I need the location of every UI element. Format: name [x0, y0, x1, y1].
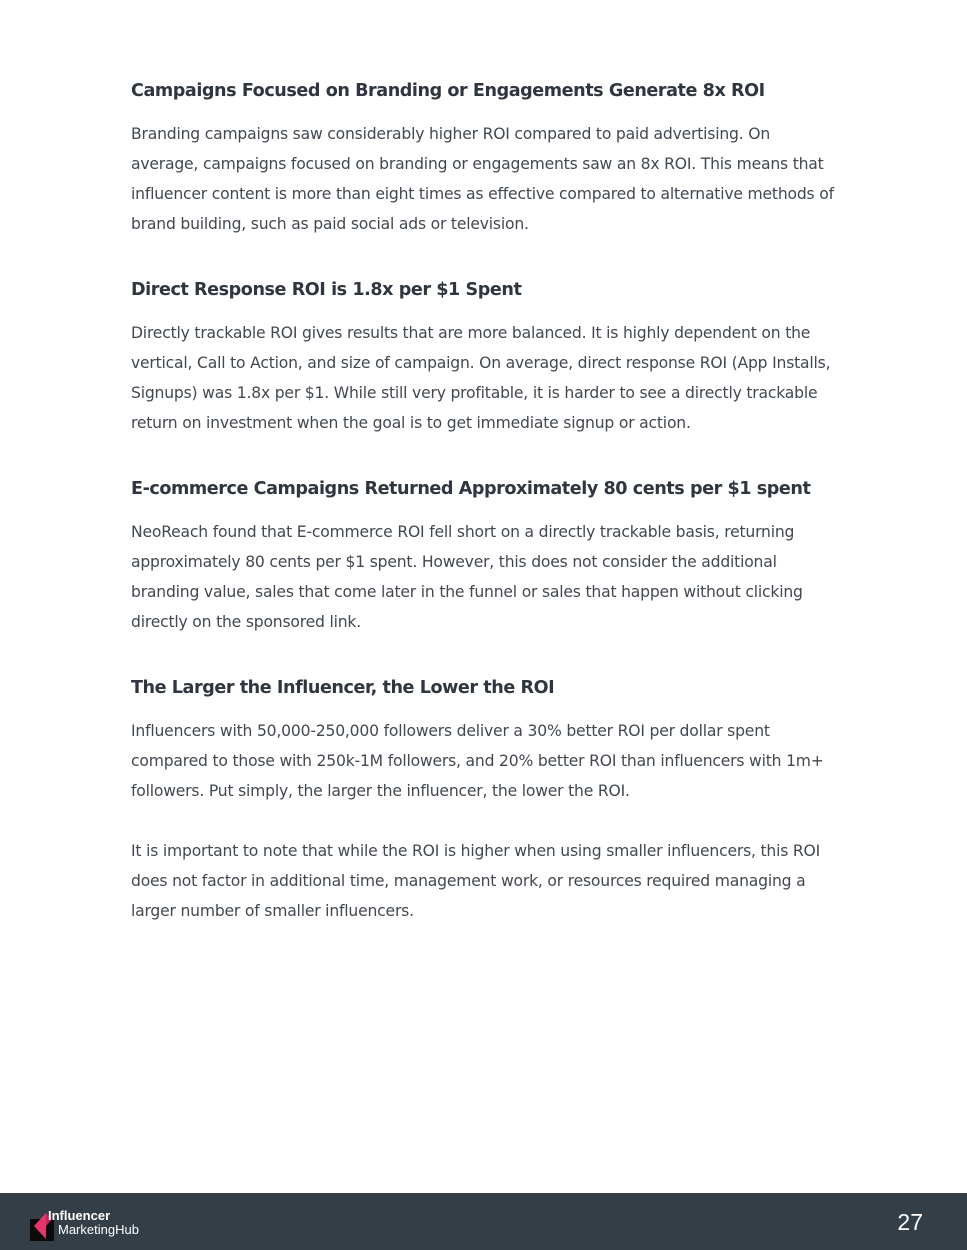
logo-text-influencer: Influencer: [48, 1208, 111, 1223]
section-heading: The Larger the Influencer, the Lower the ROI: [131, 678, 555, 698]
article-body: [131, 77, 837, 963]
section-paragraph: NeoReach found that E-commerce ROI fell short on a directly trackable basis, returning approximately 80 cents per $1 spent. However, this does not consider the additional branding value, sales that come later in the funnel or sales that happen without clicking directly on the sponsored link.: [131, 523, 803, 631]
section-paragraph: Branding campaigns saw considerably higher ROI compared to paid advertising. On average, campaigns focused on branding or engagements saw an 8x ROI. This means that influencer content is more than eight times as effective compared to alternative methods of brand building, such as paid social ads or television.: [131, 125, 834, 233]
section-influencer-size-roi: [131, 674, 837, 926]
section-paragraph: Influencers with 50,000-250,000 followers deliver a 30% better ROI per dollar spent compared to those with 250k-1M followers, and 20% better ROI than influencers with 1m+ followers. Put simply, the larger the influencer, the lower the ROI.: [131, 722, 824, 800]
logo-text-marketinghub: MarketingHub: [58, 1222, 139, 1237]
brand-logo: [30, 1209, 170, 1241]
section-ecommerce-roi: [131, 475, 837, 637]
section-paragraph: Directly trackable ROI gives results that are more balanced. It is highly dependent on the vertical, Call to Action, and size of campaign. On average, direct response ROI (App Installs, Signups) was 1.8x per $1. While still very profitable, it is harder to see a directly trackable return on investment when the goal is to get immediate signup or action.: [131, 324, 831, 432]
section-heading: Direct Response ROI is 1.8x per $1 Spent: [131, 280, 522, 300]
page-footer: [0, 1193, 967, 1250]
section-heading: Campaigns Focused on Branding or Engagements Generate 8x ROI: [131, 81, 765, 101]
section-branding-roi: [131, 77, 837, 239]
section-heading: E-commerce Campaigns Returned Approximately 80 cents per $1 spent: [131, 479, 811, 499]
page-number: 27: [897, 1209, 923, 1235]
section-paragraph: It is important to note that while the ROI is higher when using smaller influencers, this ROI does not factor in additional time, management work, or resources required managing a larger number of smaller influencers.: [131, 842, 821, 920]
section-direct-response-roi: [131, 276, 837, 438]
